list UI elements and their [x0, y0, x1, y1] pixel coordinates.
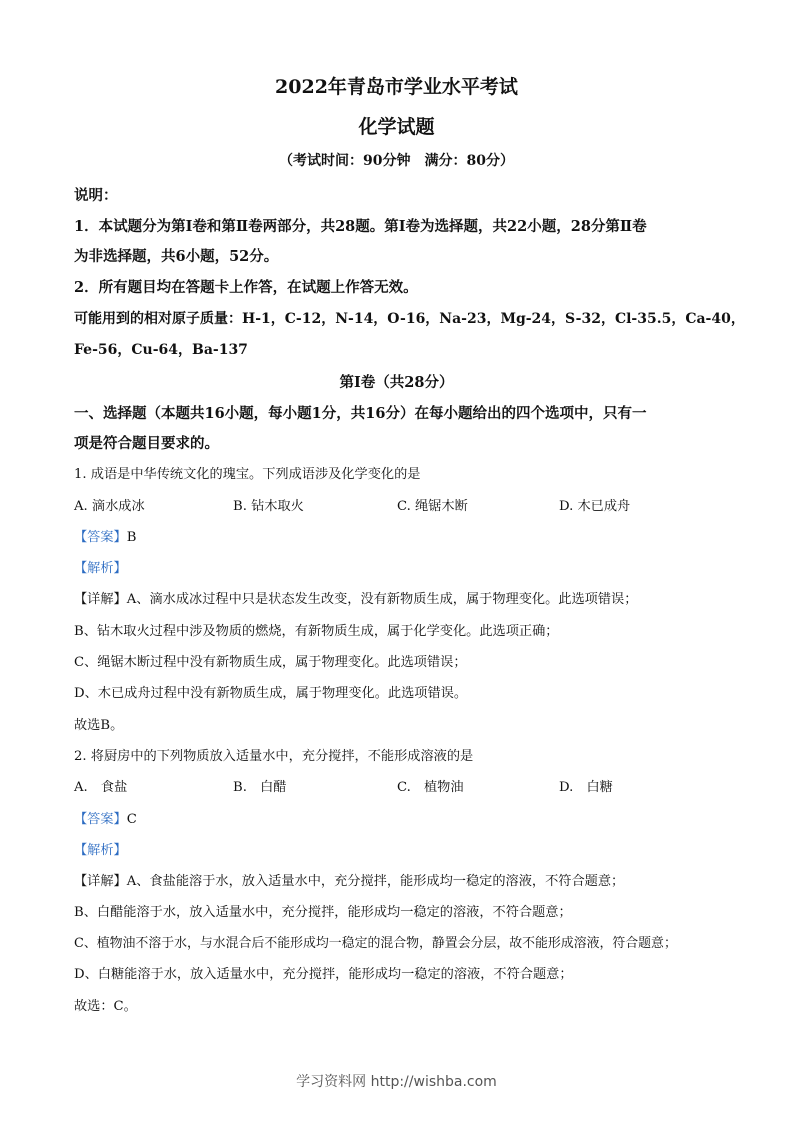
answer-value: B	[126, 530, 137, 545]
detail-text: A、食盐能溶于水，放入适量水中，充分搅拌，能形成均一稳定的溶液，不符合题意；	[126, 874, 625, 889]
question-1-option-d: D. 木已成舟	[559, 499, 631, 514]
question-1-analysis-tag: 【解析】	[74, 561, 127, 576]
subject-title: 化学试题	[358, 116, 435, 138]
exam-title: 2022年青岛市学业水平考试	[275, 76, 518, 98]
question-2-detail-2: B、白醋能溶于水，放入适量水中，充分搅拌，能形成均一稳定的溶液，不符合题意；	[74, 905, 572, 920]
part-heading-line-2: 项是符合题目要求的。	[74, 435, 219, 452]
part-heading-line-1: 一、选择题（本题共16小题，每小题1分，共16分）在每小题给出的四个选项中，只有一	[74, 405, 647, 422]
question-1-option-c: C. 绳锯木断	[397, 499, 468, 514]
instruction-1-line-2: 为非选择题，共6小题，52分。	[74, 248, 279, 265]
question-2-option-b: B. 白醋	[233, 780, 287, 795]
instruction-1-line-1: 1．本试题分为第Ⅰ卷和第Ⅱ卷两部分，共28题。第Ⅰ卷为选择题，共22小题，28分第Ⅱ卷	[74, 218, 647, 235]
question-2-option-a: A. 食盐	[74, 780, 128, 795]
exam-info: （考试时间：90分钟 满分：80分）	[279, 153, 514, 169]
question-1-detail-4: D、木已成舟过程中没有新物质生成，属于物理变化。此选项错误。	[74, 686, 468, 701]
question-1-detail-2: B、钻木取火过程中涉及物质的燃烧，有新物质生成，属于化学变化。此选项正确；	[74, 624, 559, 639]
instructions-heading: 说明：	[74, 187, 118, 204]
question-2-detail-1	[74, 870, 624, 889]
atomic-mass-line-2: Fe-56，Cu-64，Ba-137	[74, 342, 248, 358]
question-1-detail-1	[74, 588, 637, 607]
question-2-option-c: C. 植物油	[397, 780, 464, 795]
answer-value: C	[126, 812, 137, 827]
question-1-conclusion: 故选B。	[74, 718, 124, 733]
question-2-detail-3: C、植物油不溶于水，与水混合后不能形成均一稳定的混合物，静置会分层，故不能形成溶液，符合题意；	[74, 936, 677, 951]
question-1-stem: 1. 成语是中华传统文化的瑰宝。下列成语涉及化学变化的是	[74, 467, 421, 482]
question-2-detail-4: D、白糖能溶于水，放入适量水中，充分搅拌，能形成均一稳定的溶液，不符合题意；	[74, 967, 573, 982]
question-1-answer	[74, 526, 136, 545]
question-1-detail-3: C、绳锯木断过程中没有新物质生成，属于物理变化。此选项错误；	[74, 655, 467, 670]
question-2-conclusion: 故选：C。	[74, 999, 137, 1014]
answer-tag: 【答案】	[74, 812, 127, 827]
question-2-stem: 2. 将厨房中的下列物质放入适量水中，充分搅拌，不能形成溶液的是	[74, 749, 474, 764]
question-2-option-d: D. 白糖	[559, 780, 613, 795]
question-2-analysis-tag: 【解析】	[74, 843, 127, 858]
answer-tag: 【答案】	[74, 530, 127, 545]
question-2-answer	[74, 808, 137, 827]
atomic-mass-line-1: 可能用到的相对原子质量：H-1，C-12，N-14，O-16，Na-23，Mg-24，S-32，Cl-35.5，Ca-40，	[74, 311, 745, 327]
footer-watermark-link[interactable]: 学习资料网 http://wishba.com	[296, 1074, 497, 1090]
question-1-option-a: A. 滴水成冰	[74, 499, 145, 514]
detail-tag: 【详解】	[74, 592, 127, 607]
detail-tag: 【详解】	[74, 874, 127, 889]
section-title: 第Ⅰ卷（共28分）	[339, 374, 454, 391]
instruction-2: 2．所有题目均在答题卡上作答，在试题上作答无效。	[74, 279, 418, 296]
detail-text: A、滴水成冰过程中只是状态发生改变，没有新物质生成，属于物理变化。此选项错误；	[126, 592, 638, 607]
question-1-option-b: B. 钻木取火	[233, 499, 304, 514]
